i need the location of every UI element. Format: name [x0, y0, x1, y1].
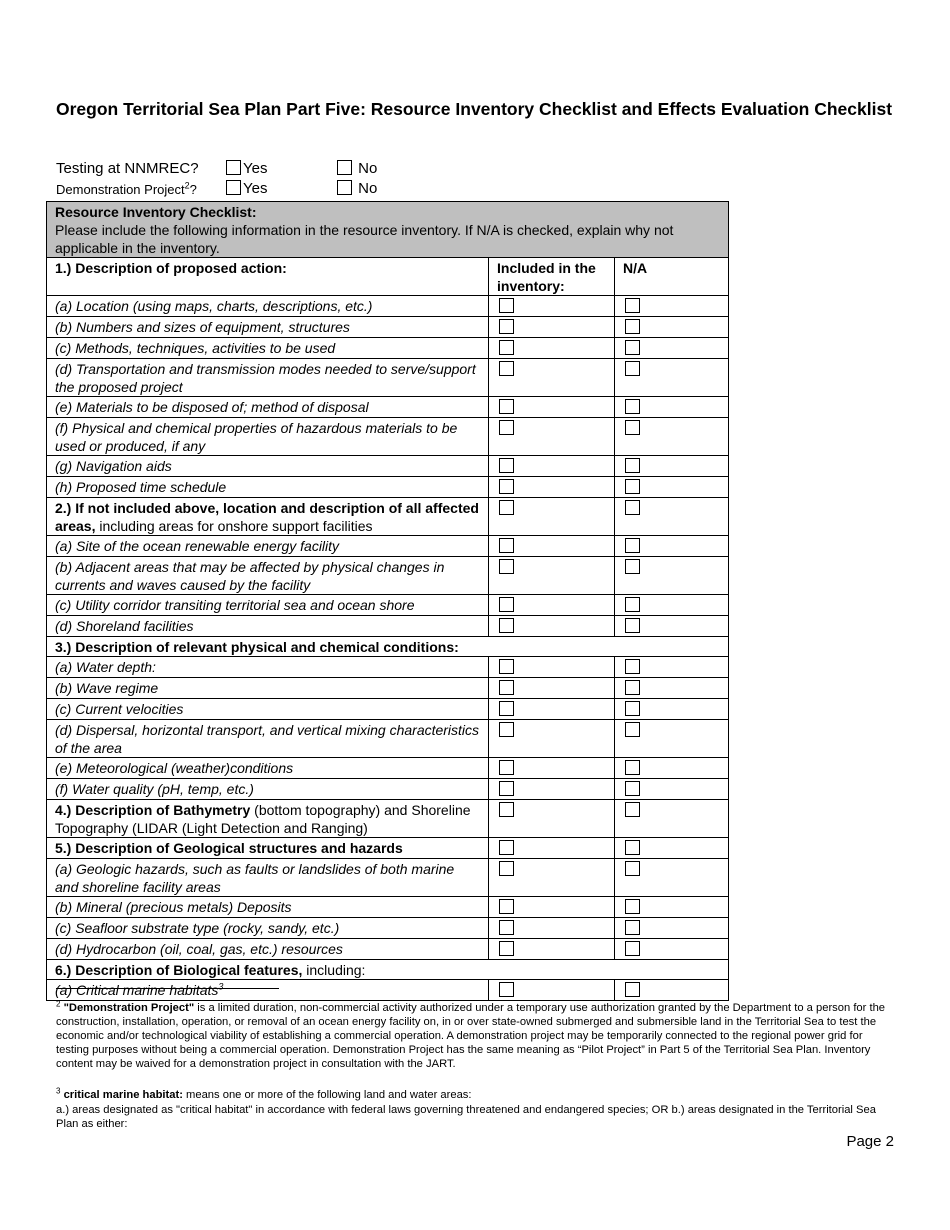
section-6-header-bold: 6.) Description of Biological features, [55, 962, 303, 978]
included-checkbox[interactable] [499, 298, 514, 313]
na-checkbox[interactable] [625, 538, 640, 553]
included-checkbox[interactable] [499, 618, 514, 633]
footnote-3-number: 3 [56, 1086, 61, 1096]
item-label: (a) Site of the ocean renewable energy facility [47, 536, 489, 557]
included-checkbox[interactable] [499, 781, 514, 796]
footnote-3-continuation: a.) areas designated as "critical habitat" in accordance with federal laws governing threatened and endangered species; OR b.) areas designated in the Territorial Sea Plan as either: [56, 1104, 876, 1130]
table-row [47, 338, 729, 359]
table-row [47, 296, 729, 317]
demo-no-option[interactable] [337, 180, 377, 198]
table-row [47, 317, 729, 338]
footnote-2-text: is a limited duration, non-commercial activity authorized under a temporary use authorization granted by the Department to a person for the construction, installation, operation, or removal of an ocean energy facility on, in or over state-owned submerged and submersible land in the Territorial Sea to test the economic and/or technological viability of establishing a commercial operation. A demonstration project may be temporarily connected to the regional power grid for testing purposes without being a commercial operation. Demonstration Project has the same meaning as “Pilot Project” in Part 5 of the Territorial Sea Plan. Inventory content may be waived for a demonstration project in consultation with the JART. [56, 1002, 886, 1070]
included-checkbox[interactable] [499, 500, 514, 515]
section-2-header-rest: including areas for onshore support facilities [95, 518, 373, 534]
section-6-header-row [47, 960, 729, 980]
item-label: (a) Water depth: [47, 657, 489, 678]
item-label: (d) Transportation and transmission modes needed to serve/support the proposed project [47, 359, 489, 397]
na-checkbox[interactable] [625, 840, 640, 855]
included-checkbox[interactable] [499, 680, 514, 695]
item-label: (e) Meteorological (weather)conditions [47, 758, 489, 779]
item-label: (f) Physical and chemical properties of hazardous materials to be used or produced, if any [47, 418, 489, 456]
na-checkbox[interactable] [625, 899, 640, 914]
footnote-ref-3: 3 [218, 981, 224, 992]
na-checkbox[interactable] [625, 420, 640, 435]
table-row [47, 418, 729, 456]
included-checkbox[interactable] [499, 340, 514, 355]
section-4-header [47, 800, 489, 838]
table-row [47, 536, 729, 557]
table-row [47, 859, 729, 897]
included-checkbox[interactable] [499, 941, 514, 956]
item-label: (c) Utility corridor transiting territorial sea and ocean shore [47, 595, 489, 616]
testing-no-option[interactable] [337, 160, 377, 178]
na-checkbox[interactable] [625, 941, 640, 956]
testing-no-checkbox[interactable] [337, 160, 352, 175]
testing-yes-label: Yes [243, 160, 268, 177]
included-checkbox[interactable] [499, 319, 514, 334]
section-4-header-row [47, 800, 729, 838]
demo-yes-option[interactable] [226, 180, 267, 198]
table-row [47, 758, 729, 779]
included-column-header: Included in the inventory: [489, 258, 615, 296]
testing-yes-option[interactable] [226, 160, 267, 178]
na-checkbox[interactable] [625, 340, 640, 355]
demonstration-question [56, 181, 197, 199]
na-checkbox[interactable] [625, 861, 640, 876]
footnote-separator [56, 988, 279, 989]
table-row [47, 557, 729, 595]
na-checkbox[interactable] [625, 500, 640, 515]
na-checkbox[interactable] [625, 479, 640, 494]
item-label: (g) Navigation aids [47, 456, 489, 477]
na-checkbox[interactable] [625, 458, 640, 473]
na-checkbox[interactable] [625, 361, 640, 376]
na-checkbox[interactable] [625, 760, 640, 775]
checklist-heading: Resource Inventory Checklist: [55, 204, 257, 220]
demo-no-checkbox[interactable] [337, 180, 352, 195]
item-label: (b) Wave regime [47, 678, 489, 699]
demonstration-question-label: Demonstration Project [56, 182, 185, 197]
section-1-header-row [47, 258, 729, 296]
included-checkbox[interactable] [499, 722, 514, 737]
included-checkbox[interactable] [499, 899, 514, 914]
included-checkbox[interactable] [499, 458, 514, 473]
na-column-header: N/A [615, 258, 729, 296]
item-label [47, 980, 489, 1001]
item-label: (d) Dispersal, horizontal transport, and vertical mixing characteristics of the area [47, 720, 489, 758]
section-2-header [47, 498, 489, 536]
table-row [47, 657, 729, 678]
page-number: Page 2 [846, 1133, 894, 1150]
footnote-2-number: 2 [56, 999, 61, 1009]
table-row [47, 918, 729, 939]
included-checkbox[interactable] [499, 659, 514, 674]
included-checkbox[interactable] [499, 479, 514, 494]
section-6-header-rest: including: [302, 962, 366, 978]
footnote-ref-2: 2 [184, 180, 190, 191]
included-checkbox[interactable] [499, 538, 514, 553]
included-checkbox[interactable] [499, 597, 514, 612]
table-row [47, 477, 729, 498]
table-row [47, 595, 729, 616]
critical-habitat-label: (a) Critical marine habitats [55, 982, 219, 998]
included-checkbox[interactable] [499, 840, 514, 855]
item-label: (c) Methods, techniques, activities to be used [47, 338, 489, 359]
na-checkbox[interactable] [625, 618, 640, 633]
included-checkbox[interactable] [499, 802, 514, 817]
na-checkbox[interactable] [625, 722, 640, 737]
table-row [47, 678, 729, 699]
table-row [47, 980, 729, 1001]
included-checkbox[interactable] [499, 399, 514, 414]
table-row [47, 939, 729, 960]
na-checkbox[interactable] [625, 701, 640, 716]
item-label: (f) Water quality (pH, temp, etc.) [47, 779, 489, 800]
section-2-header-row [47, 498, 729, 536]
checklist-header [47, 202, 729, 258]
table-row [47, 616, 729, 637]
included-checkbox[interactable] [499, 760, 514, 775]
na-checkbox[interactable] [625, 298, 640, 313]
checklist-instructions: Please include the following information in the resource inventory. If N/A is checked, explain why not applicable in the inventory. [55, 222, 674, 256]
na-checkbox[interactable] [625, 659, 640, 674]
table-row [47, 456, 729, 477]
na-checkbox[interactable] [625, 982, 640, 997]
table-row [47, 359, 729, 397]
section-1-header: 1.) Description of proposed action: [47, 258, 489, 296]
included-checkbox[interactable] [499, 982, 514, 997]
section-4-header-bold: 4.) Description of Bathymetry [55, 802, 251, 818]
footnote-2-term: "Demonstration Project" [63, 1002, 195, 1014]
item-label: (d) Hydrocarbon (oil, coal, gas, etc.) resources [47, 939, 489, 960]
na-checkbox[interactable] [625, 399, 640, 414]
table-row [47, 897, 729, 918]
testing-no-label: No [358, 160, 378, 177]
table-row [47, 397, 729, 418]
footnote-3 [56, 1088, 896, 1102]
item-label: (a) Location (using maps, charts, descriptions, etc.) [47, 296, 489, 317]
demo-yes-label: Yes [243, 180, 268, 197]
section-2-header-bold: 2.) If not included above, location and description of all affected areas, [55, 500, 479, 534]
page-title: Oregon Territorial Sea Plan Part Five: Resource Inventory Checklist and Effects Evaluation Checklist [56, 99, 893, 119]
checklist-instructions-cell [47, 202, 729, 258]
table-row [47, 720, 729, 758]
table-row [47, 779, 729, 800]
included-checkbox[interactable] [499, 920, 514, 935]
resource-inventory-checklist [46, 201, 729, 1001]
item-label: (b) Adjacent areas that may be affected by physical changes in currents and waves caused by the facility [47, 557, 489, 595]
section-5-header-row [47, 838, 729, 859]
included-checkbox[interactable] [499, 861, 514, 876]
footnote-3-term: critical marine habitat: [63, 1089, 183, 1101]
na-checkbox[interactable] [625, 680, 640, 695]
demo-no-label: No [358, 180, 378, 197]
na-checkbox[interactable] [625, 597, 640, 612]
na-checkbox[interactable] [625, 319, 640, 334]
demonstration-question-mark: ? [189, 182, 197, 197]
item-label: (b) Numbers and sizes of equipment, structures [47, 317, 489, 338]
section-6-header [47, 960, 729, 980]
item-label: (b) Mineral (precious metals) Deposits [47, 897, 489, 918]
included-checkbox[interactable] [499, 559, 514, 574]
item-label: (c) Seafloor substrate type (rocky, sandy, etc.) [47, 918, 489, 939]
na-checkbox[interactable] [625, 802, 640, 817]
item-label: (a) Geologic hazards, such as faults or landslides of both marine and shoreline facility areas [47, 859, 489, 897]
section-3-header: 3.) Description of relevant physical and chemical conditions: [47, 637, 729, 657]
testing-yes-checkbox[interactable] [226, 160, 241, 175]
included-checkbox[interactable] [499, 420, 514, 435]
na-checkbox[interactable] [625, 559, 640, 574]
footnote-3-text: means one or more of the following land and water areas: [182, 1089, 472, 1101]
included-checkbox[interactable] [499, 701, 514, 716]
na-checkbox[interactable] [625, 920, 640, 935]
section-3-header-row [47, 637, 729, 657]
item-label: (e) Materials to be disposed of; method of disposal [47, 397, 489, 418]
table-row [47, 699, 729, 720]
na-checkbox[interactable] [625, 781, 640, 796]
item-label: (c) Current velocities [47, 699, 489, 720]
section-4-header-rest: (bottom topography) and Shoreline Topography (LIDAR (Light Detection and Ranging) [55, 802, 471, 836]
included-checkbox[interactable] [499, 361, 514, 376]
item-label: (d) Shoreland facilities [47, 616, 489, 637]
demo-yes-checkbox[interactable] [226, 180, 241, 195]
testing-question: Testing at NNMREC? [56, 160, 199, 177]
section-5-header: 5.) Description of Geological structures and hazards [47, 838, 489, 859]
footnote-2 [56, 1001, 896, 1071]
item-label: (h) Proposed time schedule [47, 477, 489, 498]
